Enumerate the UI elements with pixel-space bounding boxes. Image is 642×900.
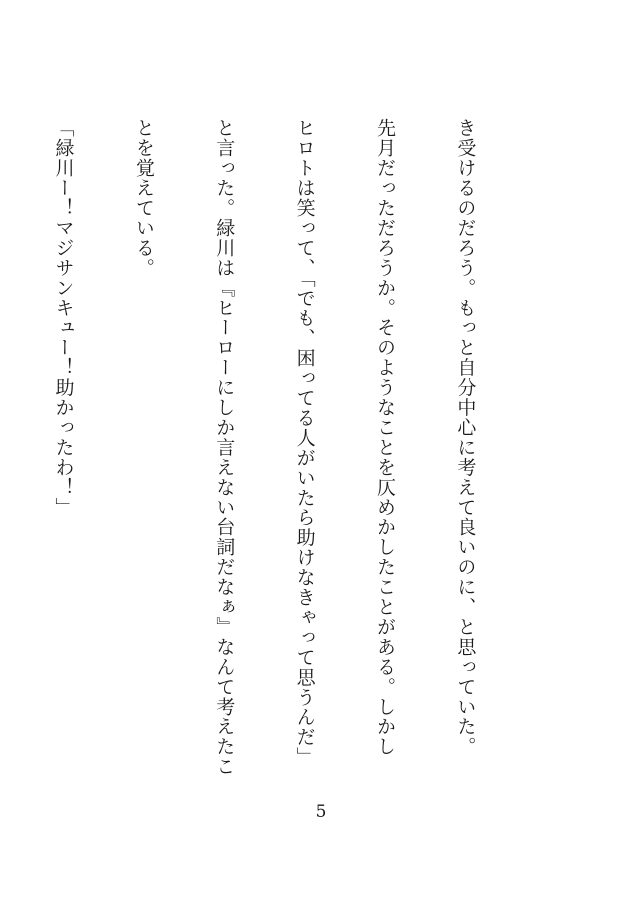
text-line-6: 「緑川ー！マジサンキュー！助かったわ！」 [52, 118, 75, 517]
vertical-text-body [0, 118, 532, 778]
text-line-4: と言った。緑川は『ヒーローにしか言えない台詞だなぁ』なんて考えたこ [213, 118, 236, 777]
text-line-1: き受けるのだろう。もっと自分中心に考えて良いのに、と思っていた。 [454, 118, 477, 757]
text-line-2: 先月だっただろうか。そのようなことを仄めかしたことがある。しかし [374, 118, 397, 757]
page-number: 5 [315, 802, 327, 822]
text-line-5: とを覚えている。 [132, 118, 155, 278]
text-line-3: ヒロトは笑って、「でも、困ってる人がいたら助けなきゃって思うんだ」 [293, 118, 316, 767]
